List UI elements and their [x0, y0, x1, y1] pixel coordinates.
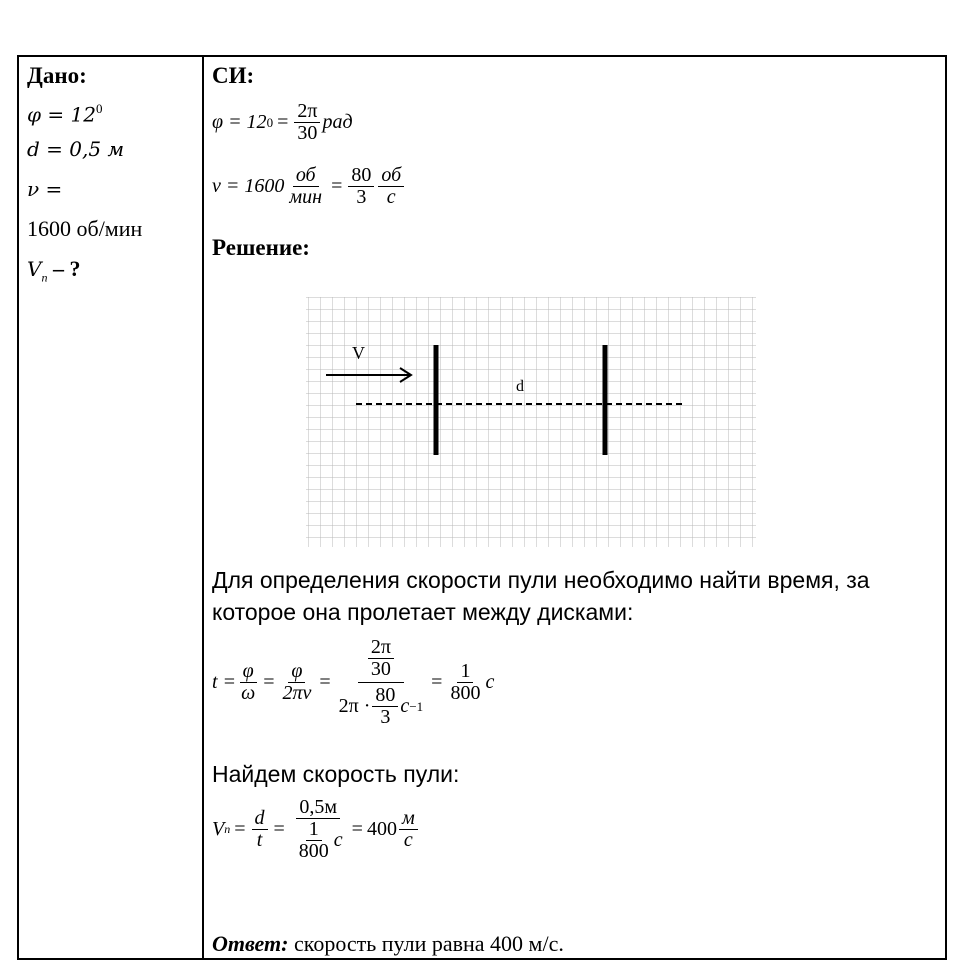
- eq1-big-num-top: 2π: [368, 637, 394, 659]
- eq2-f1-num: d: [252, 808, 268, 830]
- eq2-f2-den-den: 800: [298, 840, 329, 862]
- given-nu-text: ν =: [27, 177, 63, 201]
- si-nu-equation: ν = 1600 $\frac{об}{\text{мин}}$ = $\frac{80}{3}$ $\frac{об}{с}$: [212, 165, 406, 208]
- text-find-speed: Найдем скорость пули:: [212, 761, 460, 787]
- eq1-big-den-den: 3: [380, 706, 391, 728]
- eq1-f2-num: φ: [288, 661, 305, 683]
- eq2-f2-den: [291, 819, 346, 862]
- eq2-result: 400: [366, 818, 397, 840]
- si-nu-left: ν = 1600: [212, 175, 285, 197]
- given-vn-symbol: V: [27, 257, 42, 281]
- eq1-big-num-bottom: 30: [370, 658, 391, 680]
- si-nu-num2: 80: [348, 165, 374, 187]
- grid-background: [306, 297, 756, 547]
- si-phi-den: 30: [297, 122, 318, 144]
- given-vn-question: – ?: [47, 256, 81, 281]
- given-phi-text: φ = 12: [27, 102, 96, 127]
- given-unknown: [27, 249, 197, 289]
- eq1-f1-num: φ: [240, 661, 257, 683]
- discs-diagram: [296, 297, 766, 553]
- si-phi-unit: рад: [322, 111, 353, 133]
- eq1-big-den-exp: −1: [409, 698, 424, 714]
- velocity-label: V: [352, 343, 365, 363]
- eq2-f2-den-unit: с: [333, 829, 343, 851]
- eq2-f2-den-num: 1: [306, 819, 322, 841]
- si-nu-fraction-3: [378, 165, 404, 208]
- si-nu-num3: об: [378, 165, 404, 187]
- eq2-res-num: м: [399, 808, 418, 830]
- eq1-big-den-frac: [372, 685, 398, 728]
- solution-table: [17, 55, 947, 960]
- eq2-f1-den: t: [256, 829, 263, 851]
- si-phi-equation: φ = 12 0 = $\frac{2\pi}{30}$ рад: [212, 100, 353, 144]
- eq2-f2-den-frac: [296, 819, 332, 862]
- text-find-time-2: которое она пролетает между дисками:: [212, 599, 634, 625]
- answer-text: скорость пули равна 400 м/с.: [288, 931, 564, 956]
- eq1-res-unit: с: [485, 671, 495, 693]
- si-nu-fraction-1: [286, 165, 325, 208]
- eq1-f2-den: 2πν: [282, 682, 312, 704]
- si-phi-fraction: [294, 101, 320, 144]
- eq1-result-frac: [447, 661, 483, 704]
- eq1-res-num: 1: [457, 661, 473, 683]
- eq2-v: V: [212, 818, 225, 840]
- eq1-f1-den: ω: [241, 682, 256, 704]
- given-title: Дано:: [27, 63, 87, 88]
- eq1-big-den-left: 2π ·: [338, 695, 371, 717]
- eq1-big-den-unit: с: [400, 695, 410, 717]
- eq1-big-num-frac: [368, 637, 394, 682]
- eq2-res-den: с: [403, 829, 413, 851]
- si-nu-den1: мин: [289, 186, 323, 208]
- eq1-res-den: 800: [450, 682, 481, 704]
- answer-line: [212, 931, 564, 957]
- si-phi-num: 2π: [294, 101, 320, 123]
- si-nu-fraction-2: [348, 165, 374, 208]
- eq2-frac2: [291, 797, 346, 862]
- answer-label: Ответ:: [212, 931, 289, 956]
- column-divider: [202, 57, 204, 958]
- eq1-big-den-num: 80: [372, 685, 398, 707]
- given-d-text: d = 0,5 м: [27, 137, 125, 161]
- eq1-big-den: [336, 683, 427, 728]
- speed-equation: V п = $\frac{d}{t}$ = 0,5м $\frac{1}{800}$ с = 400 $\frac{м}{с}$: [212, 797, 420, 862]
- given-d: [27, 129, 197, 169]
- eq1-t: t =: [212, 671, 237, 693]
- si-nu-num1: об: [293, 165, 319, 187]
- given-vn-sub: п: [41, 270, 48, 285]
- si-phi-left: φ = 12: [212, 111, 267, 133]
- eq2-frac1: [252, 808, 268, 851]
- solution-title: Решение:: [212, 235, 310, 260]
- given-column: [27, 57, 197, 289]
- eq2-result-unit: [399, 808, 418, 851]
- si-nu-den2: 3: [356, 186, 367, 208]
- si-phi-degree: 0: [266, 114, 274, 130]
- given-nu-value: 1600 об/мин: [27, 216, 143, 241]
- eq2-v-sub: п: [224, 822, 231, 836]
- distance-label: d: [516, 378, 524, 395]
- eq1-big-num: [358, 637, 404, 683]
- eq2-f2-num: 0,5м: [296, 797, 340, 819]
- si-nu-den3: с: [386, 186, 396, 208]
- solution-column: [212, 57, 942, 958]
- given-phi-degree: 0: [95, 101, 103, 116]
- eq1-frac2: [279, 661, 314, 704]
- eq1-frac1: [238, 661, 258, 704]
- eq1-big-fraction: [336, 637, 427, 728]
- given-phi: [27, 89, 197, 129]
- text-find-time-1: Для определения скорости пули необходимо найти время, за: [212, 567, 870, 593]
- given-nu: [27, 169, 197, 209]
- time-equation: t = $\frac{\varphi}{\omega}$ = $\frac{\varphi}{2\pi\nu}$ = $\frac{2\pi}{30}$ 2π · $\frac{80}{3}$ с −1 = $\frac{1}{800}$ с: [212, 636, 495, 728]
- si-title: СИ:: [212, 63, 255, 88]
